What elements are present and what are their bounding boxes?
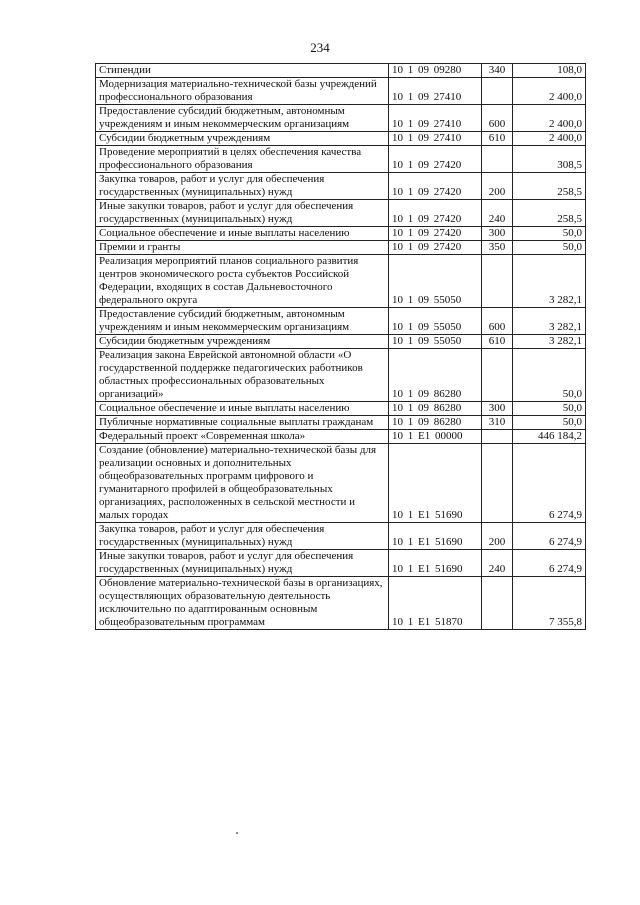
row-name: Стипендии [96, 64, 389, 78]
row-expense-type: 600 [482, 308, 513, 335]
row-name: Реализация закона Еврейской автономной области «О государственной поддержке педагогических работников областных профессиональных образовательных организаций» [96, 349, 389, 402]
table-row [96, 64, 586, 78]
row-name: Премии и гранты [96, 241, 389, 255]
row-target-code: 10 1 09 86280 [389, 349, 482, 402]
row-name: Закупка товаров, работ и услуг для обеспечения государственных (муниципальных) нужд [96, 523, 389, 550]
table-row [96, 173, 586, 200]
row-target-code: 10 1 E1 51690 [389, 523, 482, 550]
row-expense-type: 600 [482, 105, 513, 132]
row-target-code: 10 1 09 55050 [389, 308, 482, 335]
row-target-code: 10 1 E1 51690 [389, 444, 482, 523]
row-expense-type [482, 255, 513, 308]
row-expense-type: 240 [482, 550, 513, 577]
row-name: Социальное обеспечение и иные выплаты населению [96, 227, 389, 241]
budget-table [95, 63, 586, 630]
table-row [96, 105, 586, 132]
table-row [96, 444, 586, 523]
row-target-code: 10 1 09 27420 [389, 200, 482, 227]
table-row [96, 78, 586, 105]
row-expense-type: 200 [482, 173, 513, 200]
row-name: Предоставление субсидий бюджетным, автономным учреждениям и иным некоммерческим организациям [96, 105, 389, 132]
row-name: Иные закупки товаров, работ и услуг для обеспечения государственных (муниципальных) нужд [96, 550, 389, 577]
table-row [96, 416, 586, 430]
row-target-code: 10 1 09 86280 [389, 402, 482, 416]
row-expense-type [482, 349, 513, 402]
table-row [96, 308, 586, 335]
row-expense-type: 310 [482, 416, 513, 430]
row-amount: 2 400,0 [513, 105, 586, 132]
row-name: Субсидии бюджетным учреждениям [96, 132, 389, 146]
row-name: Обновление материально-технической базы в организациях, осуществляющих образовательную деятельность исключительно по адаптированным основным общеобразовательным программам [96, 577, 389, 630]
table-row [96, 335, 586, 349]
row-name: Социальное обеспечение и иные выплаты населению [96, 402, 389, 416]
page-number: 234 [310, 40, 330, 55]
row-amount: 50,0 [513, 241, 586, 255]
row-expense-type [482, 146, 513, 173]
table-row [96, 255, 586, 308]
row-expense-type: 340 [482, 64, 513, 78]
row-target-code: 10 1 09 27420 [389, 227, 482, 241]
row-expense-type: 610 [482, 335, 513, 349]
row-amount: 446 184,2 [513, 430, 586, 444]
row-target-code: 10 1 E1 51870 [389, 577, 482, 630]
table-row [96, 523, 586, 550]
row-amount: 308,5 [513, 146, 586, 173]
row-target-code: 10 1 E1 00000 [389, 430, 482, 444]
row-expense-type: 350 [482, 241, 513, 255]
row-amount: 3 282,1 [513, 335, 586, 349]
row-amount: 6 274,9 [513, 523, 586, 550]
row-amount: 7 355,8 [513, 577, 586, 630]
row-name: Субсидии бюджетным учреждениям [96, 335, 389, 349]
row-target-code: 10 1 09 27420 [389, 173, 482, 200]
table-row [96, 550, 586, 577]
row-name: Закупка товаров, работ и услуг для обеспечения государственных (муниципальных) нужд [96, 173, 389, 200]
row-target-code: 10 1 09 55050 [389, 255, 482, 308]
row-target-code: 10 1 09 09280 [389, 64, 482, 78]
row-target-code: 10 1 09 27410 [389, 132, 482, 146]
table-row [96, 146, 586, 173]
budget-table-body [96, 64, 586, 630]
row-target-code: 10 1 09 27420 [389, 146, 482, 173]
row-amount: 258,5 [513, 200, 586, 227]
row-name: Предоставление субсидий бюджетным, автономным учреждениям и иным некоммерческим организациям [96, 308, 389, 335]
row-expense-type: 200 [482, 523, 513, 550]
table-row [96, 241, 586, 255]
table-row [96, 132, 586, 146]
row-name: Реализация мероприятий планов социального развития центров экономического роста субъектов Российской Федерации, входящих в состав Дальневосточного федерального округа [96, 255, 389, 308]
row-name: Проведение мероприятий в целях обеспечения качества профессионального образования [96, 146, 389, 173]
row-amount: 2 400,0 [513, 78, 586, 105]
row-expense-type: 240 [482, 200, 513, 227]
row-expense-type: 610 [482, 132, 513, 146]
row-amount: 50,0 [513, 402, 586, 416]
row-name: Федеральный проект «Современная школа» [96, 430, 389, 444]
row-target-code: 10 1 09 86280 [389, 416, 482, 430]
table-row [96, 577, 586, 630]
row-expense-type [482, 78, 513, 105]
row-amount: 108,0 [513, 64, 586, 78]
row-amount: 6 274,9 [513, 444, 586, 523]
table-row [96, 200, 586, 227]
row-name: Публичные нормативные социальные выплаты гражданам [96, 416, 389, 430]
row-name: Иные закупки товаров, работ и услуг для обеспечения государственных (муниципальных) нужд [96, 200, 389, 227]
table-row [96, 402, 586, 416]
row-expense-type [482, 444, 513, 523]
row-amount: 6 274,9 [513, 550, 586, 577]
row-expense-type: 300 [482, 402, 513, 416]
row-expense-type [482, 430, 513, 444]
row-amount: 258,5 [513, 173, 586, 200]
row-target-code: 10 1 E1 51690 [389, 550, 482, 577]
row-target-code: 10 1 09 27410 [389, 78, 482, 105]
row-amount: 3 282,1 [513, 308, 586, 335]
row-name: Создание (обновление) материально-технической базы для реализации основных и дополнительных общеобразовательных программ цифрового и гуманитарного профилей в общеобразовательных организациях, расположенных в сельской местности и малых городах [96, 444, 389, 523]
row-target-code: 10 1 09 27420 [389, 241, 482, 255]
table-row [96, 349, 586, 402]
row-target-code: 10 1 09 27410 [389, 105, 482, 132]
row-expense-type: 300 [482, 227, 513, 241]
table-row [96, 430, 586, 444]
table-row [96, 227, 586, 241]
scan-speck [236, 832, 238, 834]
row-name: Модернизация материально-технической базы учреждений профессионального образования [96, 78, 389, 105]
row-amount: 2 400,0 [513, 132, 586, 146]
row-amount: 3 282,1 [513, 255, 586, 308]
row-expense-type [482, 577, 513, 630]
row-amount: 50,0 [513, 416, 586, 430]
row-amount: 50,0 [513, 227, 586, 241]
row-amount: 50,0 [513, 349, 586, 402]
row-target-code: 10 1 09 55050 [389, 335, 482, 349]
